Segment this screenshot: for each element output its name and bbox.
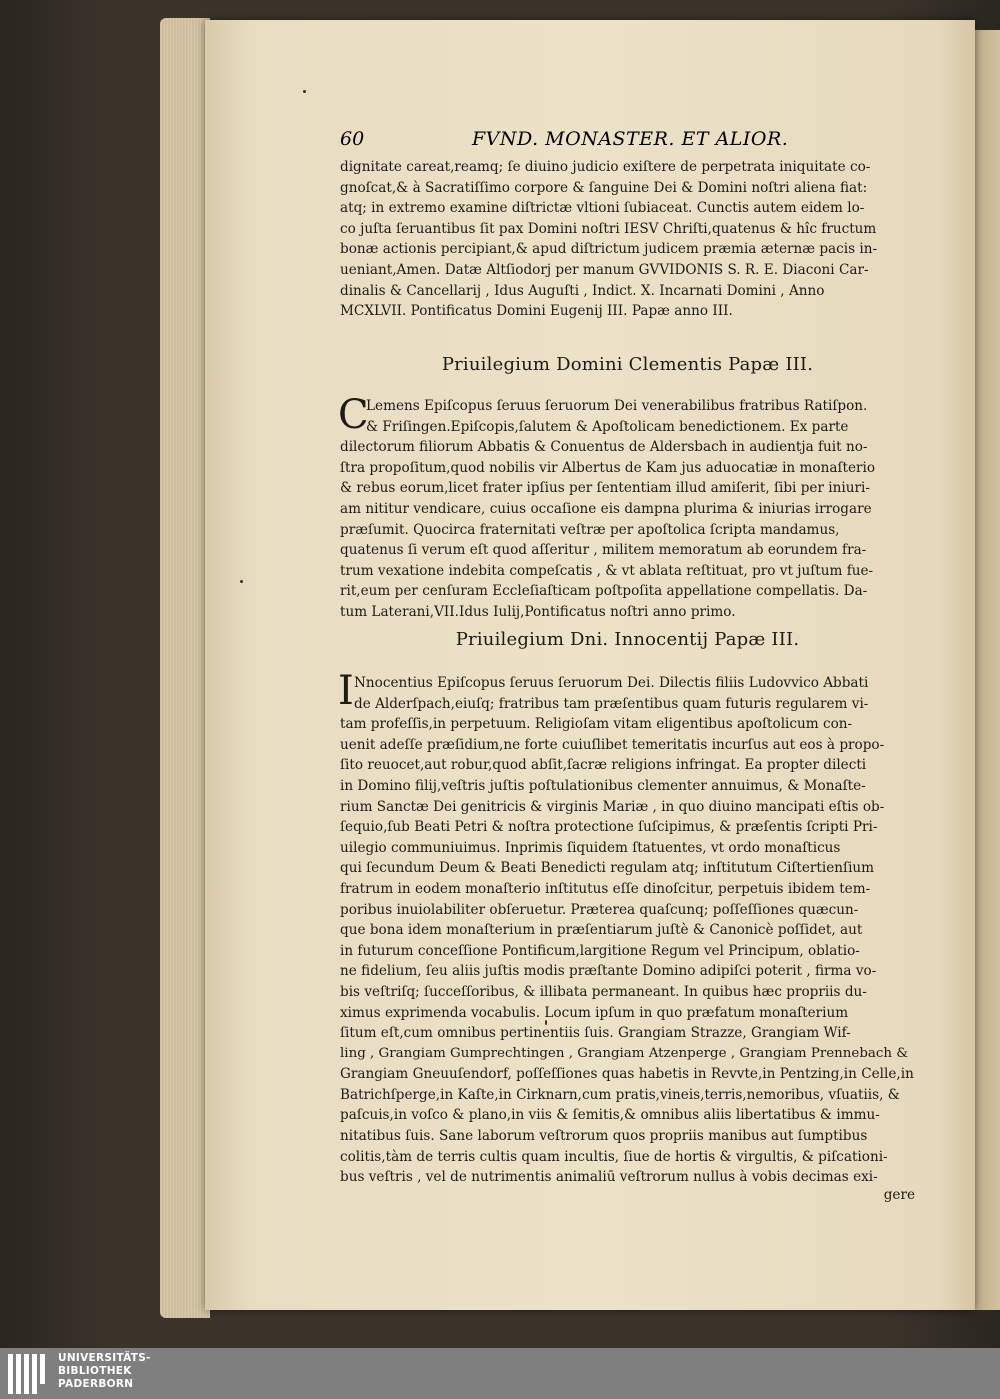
text-line: gnoſcat,& à Sacratiſſimo corpore & ſanguine Dei & Domini noſtri aliena fiat: <box>340 179 868 196</box>
drop-cap-c: C <box>338 392 369 438</box>
book-page-edges <box>160 18 210 1318</box>
text-line: bis veſtriſq; ſucceſſoribus, & illibata permaneant. In quibus hæc propriis du- <box>340 983 867 1000</box>
text-line: Lemens Epiſcopus ſeruus ſeruorum Dei venerabilibus fratribus Ratiſpon. <box>366 398 868 414</box>
text-line: dilectorum filiorum Abbatis & Conuentus de Aldersbach in audientja fuit no- <box>340 439 868 456</box>
text-line: MCXLVII. Pontificatus Domini Eugenij III. Papæ anno III. <box>340 303 733 320</box>
text-line: ſito reuocet,aut robur,quod abſit,ſacræ religions infringat. Ea propter dilecti <box>340 757 867 774</box>
drop-cap-i: I <box>338 668 354 714</box>
text-line: bus veſtris , vel de nutrimentis animaliū veſtrorum nullus à vobis decimas exi- <box>340 1169 878 1186</box>
text-line: am nititur vendicare, cuius occaſione eis dampna plurima & iniurias irrogare <box>340 500 872 517</box>
text-line: colitis,tàm de terris cultis quam incultis, ſiue de hortis & virgultis, & piſcationi- <box>340 1148 888 1165</box>
text-line: ximus exprimenda vocabulis. Locum ipſum in quo præfatum monaſterium <box>340 1004 849 1021</box>
text-line: ling , Grangiam Gumprechtingen , Grangiam Atzenperge , Grangiam Prennebach & <box>340 1045 909 1061</box>
paragraph-2 <box>338 392 915 623</box>
text-line: ne fidelium, ſeu aliis juſtis modis præſtante Domino adipiſci poterit , firma vo- <box>340 963 877 980</box>
text-line: nitatibus ſuis. Sane laborum veſtrorum quos propriis manibus aut ſumptibus <box>340 1128 868 1145</box>
text-line: dinalis & Cancellarij , Idus Auguſti , Indict. X. Incarnati Domini , Anno <box>340 282 825 299</box>
heading-innocentius: Priuilegium Dni. Innocentij Papæ III. <box>455 629 800 650</box>
text-line: præſumit. Quocirca fraternitati veſtræ per apoſtolica ſcripta mandamus, <box>340 521 840 538</box>
text-line: rit,eum per cenſuram Eccleſiaſticam poſtpoſita appellatione compellatis. Da- <box>340 583 868 600</box>
logo-line-3: PADERBORN <box>58 1378 134 1390</box>
text-line: Nnocentius Epiſcopus ſeruus ſeruorum Dei. Dilectis filiis Ludovvico Abbati <box>354 675 869 691</box>
dust-speck <box>303 90 306 93</box>
library-footer-bar <box>0 1348 1000 1399</box>
running-head <box>340 128 915 158</box>
catchword: gere <box>883 1187 915 1203</box>
heading-clemens: Priuilegium Domini Clementis Papæ III. <box>441 354 814 375</box>
logo-line-2: BIBLIOTHEK <box>58 1365 132 1377</box>
text-line: de Alderſpach,eiuſq; fratribus tam præſentibus quam futuris regularem vi- <box>354 695 869 712</box>
paragraph-3 <box>338 668 915 1188</box>
text-line: quatenus ſi verum eſt quod aſſeritur , militem memoratum ab eorundem fra- <box>340 542 867 559</box>
text-line: qui ſecundum Deum & Beati Benedicti regulam atq; inſtitutum Ciſtertienſium <box>340 860 875 877</box>
text-line: tum Laterani,VII.Idus Iulij,Pontificatus noſtri anno primo. <box>340 603 736 620</box>
paragraph-1 <box>340 157 915 322</box>
text-line: que bona idem monaſterium in præſentiarum juſtè & Canonicè poſſidet, aut <box>340 922 863 939</box>
text-line: paſcuis,in voſco & plano,in viis & ſemitis,& omnibus aliis libertatibus & immu- <box>340 1107 880 1124</box>
text-line: tam profeſſis,in perpetuum. Religioſam vitam eligentibus apoſtolicum con- <box>340 716 853 733</box>
text-line: ſequio,ſub Beati Petri & noſtra protectione ſuſcipimus, & præſentis ſcripti Pri- <box>340 819 878 836</box>
text-line: Grangiam Gneuuſendorf, poſſeſſiones quas habetis in Revvte,in Pentzing,in Celle,in <box>340 1066 914 1083</box>
text-line: ueniant,Amen. Datæ Altſiodorj per manum GVVIDONIS S. R. E. Diaconi Car- <box>340 261 869 278</box>
text-line: co juſta ſeruantibus ſit pax Domini noſtri IESV Chriſti,quatenus & hîc fructum <box>340 220 877 237</box>
book-page <box>205 20 975 1310</box>
text-line: atq; in extremo examine diſtrictæ vltioni ſubiaceat. Cunctis autem eidem lo- <box>340 200 865 217</box>
text-line: ſitum eſt,cum omnibus pertinentiis ſuis. Grangiam Strazze, Grangiam Wif- <box>340 1025 851 1042</box>
text-line: rium Sanctæ Dei genitricis & virginis Mariæ , in quo diuino mancipati eſtis ob- <box>340 798 885 815</box>
library-logo-icon <box>8 1354 52 1394</box>
text-line: in Domino filij,veſtris juſtis poſtulationibus clementer annuimus, & Monaſte- <box>340 777 866 794</box>
logo-line-1: UNIVERSITÄTS- <box>58 1352 151 1364</box>
text-line: & rebus eorum,licet frater ipſius per ſententiam illud amiſerit, ſibi per iniuri- <box>340 480 870 497</box>
page-number: 60 <box>340 128 365 150</box>
running-head-title: FVND. MONASTER. ET ALIOR. <box>472 128 789 150</box>
text-line: trum vexatione indebita compeſcatis , & vt ablata reſtituat, pro vt juſtum fue- <box>340 562 874 579</box>
text-line: poribus inuiolabiliter obſeruetur. Præterea quaſcunq; poſſeſſiones quæcun- <box>340 901 859 918</box>
text-line: fratrum in eodem monaſterio inſtitutus eſſe dinoſcitur, perpetuis ibidem tem- <box>340 880 871 897</box>
text-line: uenit adeſſe præſidium,ne forte cuiuſlibet temeritatis incurſus aut eos à propo- <box>340 736 885 753</box>
text-line: bonæ actionis percipiant,& apud diſtrictum judicem præmia æternæ pacis in- <box>340 241 878 258</box>
text-line: in futurum conceſſione Pontificum,largitione Regum vel Principum, oblatio- <box>340 942 860 959</box>
text-line: dignitate careat,reamq; ſe diuino judicio exiſtere de perpetrata iniquitate co- <box>340 159 871 175</box>
text-line: & Friſingen.Epiſcopis,ſalutem & Apoſtolicam benedictionem. Ex parte <box>366 418 849 435</box>
text-line: Batrichſperge,in Kaſte,in Cirknarn,cum pratis,vineis,terris,nemoribus, vſuatiis, & <box>340 1086 900 1103</box>
dust-speck <box>240 580 243 583</box>
text-line: uilegio communiuimus. Inprimis ſiquidem ſtatuentes, vt ordo monaſticus <box>340 839 841 856</box>
text-line: ſtra propoſitum,quod nobilis vir Albertus de Kam jus aduocatiæ in monaſterio <box>340 459 876 476</box>
library-logo-text <box>58 1352 151 1391</box>
